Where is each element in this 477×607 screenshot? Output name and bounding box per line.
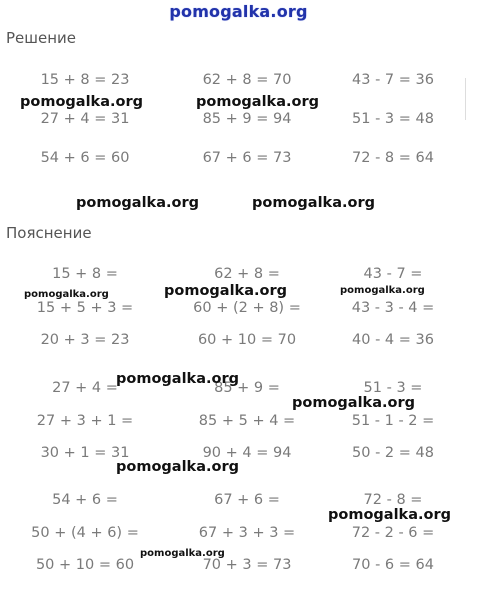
explanation-eq: 15 + 5 + 3 = [36,300,134,316]
explanation-eq: 85 + 9 = [214,380,280,396]
explanation-eq: 85 + 5 + 4 = [198,413,296,429]
watermark: pomogalka.org [24,289,109,300]
explanation-eq: 67 + 3 + 3 = [198,525,296,541]
explanation-eq: 27 + 3 + 1 = [36,413,134,429]
watermark: pomogalka.org [140,548,225,559]
solution-title: Решение [6,29,77,47]
explanation-eq: 43 - 3 - 4 = [351,300,435,316]
solution-eq: 67 + 6 = 73 [202,150,292,166]
watermark: pomogalka.org [340,285,425,296]
explanation-eq: 67 + 6 = [214,492,280,508]
explanation-eq: 90 + 4 = 94 [202,445,292,461]
solution-eq: 43 - 7 = 36 [352,72,434,88]
solution-eq: 62 + 8 = 70 [202,72,292,88]
explanation-eq: 72 - 8 = [363,492,423,508]
explanation-eq: 15 + 8 = [52,266,118,282]
watermark: pomogalka.org [292,395,415,411]
watermark: pomogalka.org [164,283,287,299]
watermark: pomogalka.org [252,195,375,211]
watermark: pomogalka.org [76,195,199,211]
explanation-eq: 70 + 3 = 73 [202,557,292,573]
divider-line [465,78,466,120]
solution-eq: 27 + 4 = 31 [40,111,130,127]
solution-eq: 54 + 6 = 60 [40,150,130,166]
explanation-eq: 50 + 10 = 60 [35,557,135,573]
explanation-eq: 54 + 6 = [52,492,118,508]
explanation-eq: 62 + 8 = [214,266,280,282]
explanation-eq: 70 - 6 = 64 [352,557,434,573]
watermark: pomogalka.org [20,94,143,110]
explanation-eq: 60 + (2 + 8) = [193,300,301,316]
explanation-eq: 20 + 3 = 23 [40,332,130,348]
explanation-eq: 51 - 1 - 2 = [351,413,435,429]
explanation-eq: 27 + 4 = [52,380,118,396]
explanation-eq: 50 - 2 = 48 [352,445,434,461]
explanation-eq: 50 + (4 + 6) = [31,525,139,541]
solution-eq: 85 + 9 = 94 [202,111,292,127]
explanation-eq: 51 - 3 = [363,380,423,396]
header-watermark: pomogalka.org [169,2,308,21]
explanation-eq: 40 - 4 = 36 [352,332,434,348]
watermark: pomogalka.org [196,94,319,110]
solution-eq: 72 - 8 = 64 [352,150,434,166]
solution-eq: 15 + 8 = 23 [40,72,130,88]
explanation-eq: 30 + 1 = 31 [40,445,130,461]
explanation-eq: 43 - 7 = [363,266,423,282]
watermark: pomogalka.org [328,507,451,523]
watermark: pomogalka.org [116,459,239,475]
explanation-eq: 72 - 2 - 6 = [351,525,435,541]
watermark: pomogalka.org [116,371,239,387]
explanation-eq: 60 + 10 = 70 [197,332,297,348]
explanation-title: Пояснение [6,224,92,242]
solution-eq: 51 - 3 = 48 [352,111,434,127]
